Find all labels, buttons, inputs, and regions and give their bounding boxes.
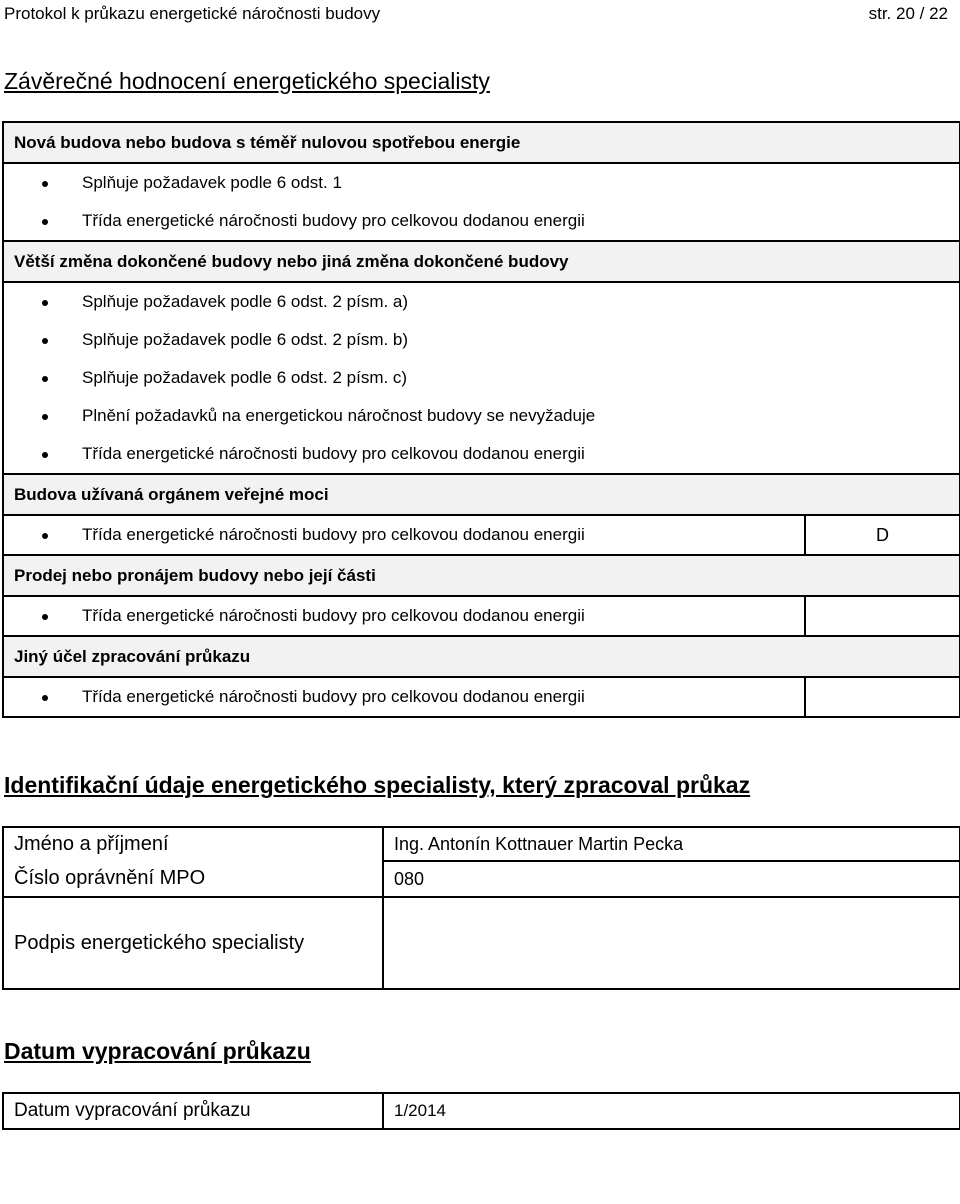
bullet-icon: [42, 452, 48, 458]
name-value: Ing. Antonín Kottnauer Martin Pecka: [383, 827, 960, 861]
bullet-icon: [42, 376, 48, 382]
bullet-icon: [42, 533, 48, 539]
date-table: [2, 1092, 960, 1130]
list-item: Splňuje požadavek podle 6 odst. 1: [3, 163, 960, 202]
page-title: Závěrečné hodnocení energetického specialisty: [4, 68, 490, 94]
bullet-icon: [42, 695, 48, 701]
section-heading-public-authority: Budova užívaná orgánem veřejné moci: [3, 474, 960, 515]
list-item: Třída energetické náročnosti budovy pro celkovou dodanou energii: [3, 202, 960, 241]
energy-class-value: [805, 596, 960, 636]
section-heading-sale-lease: Prodej nebo pronájem budovy nebo její části: [3, 555, 960, 596]
bullet-icon: [42, 338, 48, 344]
section-heading-major-change: Větší změna dokončené budovy nebo jiná změna dokončené budovy: [3, 241, 960, 282]
signature-field: [383, 897, 960, 989]
date-value: 1/2014: [383, 1093, 960, 1129]
bullet-icon: [42, 181, 48, 187]
section-heading-new-building: Nová budova nebo budova s téměř nulovou spotřebou energie: [3, 122, 960, 163]
bullet-icon: [42, 300, 48, 306]
identification-table: [2, 826, 960, 990]
list-item: Třída energetické náročnosti budovy pro celkovou dodanou energii: [3, 515, 805, 555]
license-label: Číslo oprávnění MPO: [3, 861, 383, 897]
signature-label: Podpis energetického specialisty: [3, 897, 383, 989]
date-title: Datum vypracování průkazu: [4, 1038, 311, 1064]
list-item: Třída energetické náročnosti budovy pro celkovou dodanou energii: [3, 435, 960, 474]
evaluation-table: [2, 121, 960, 718]
bullet-icon: [42, 614, 48, 620]
bullet-icon: [42, 414, 48, 420]
page-number: str. 20 / 22: [868, 4, 948, 23]
list-item: Splňuje požadavek podle 6 odst. 2 písm. c): [3, 359, 960, 397]
page-header: [4, 2, 948, 26]
name-label: Jméno a příjmení: [3, 827, 383, 861]
bullet-icon: [42, 219, 48, 225]
list-item: Plnění požadavků na energetickou náročnost budovy se nevyžaduje: [3, 397, 960, 435]
license-value: 080: [383, 861, 960, 897]
document-title: Protokol k průkazu energetické náročnosti budovy: [4, 4, 381, 23]
date-label: Datum vypracování průkazu: [3, 1093, 383, 1129]
energy-class-value: [805, 677, 960, 717]
identification-title: Identifikační údaje energetického specialisty, který zpracoval průkaz: [4, 772, 751, 798]
energy-class-value: D: [805, 515, 960, 555]
list-item: Splňuje požadavek podle 6 odst. 2 písm. a): [3, 282, 960, 321]
list-item: Splňuje požadavek podle 6 odst. 2 písm. b): [3, 321, 960, 359]
section-heading-other-purpose: Jiný účel zpracování průkazu: [3, 636, 960, 677]
list-item: Třída energetické náročnosti budovy pro celkovou dodanou energii: [3, 677, 805, 717]
list-item: Třída energetické náročnosti budovy pro celkovou dodanou energii: [3, 596, 805, 636]
